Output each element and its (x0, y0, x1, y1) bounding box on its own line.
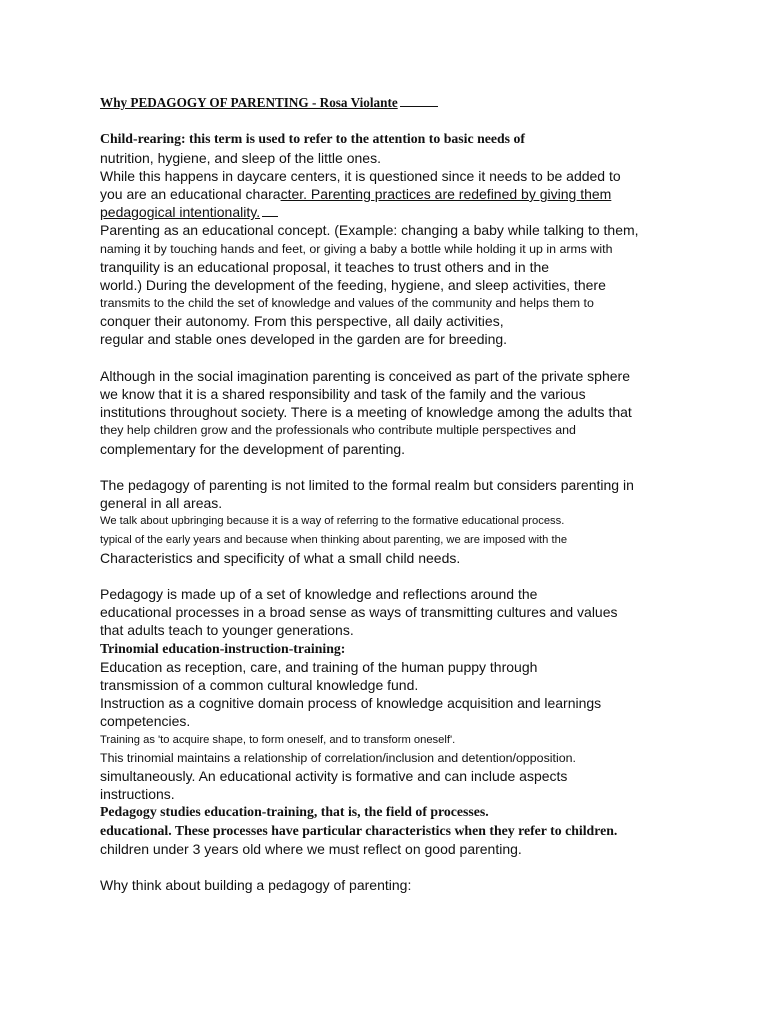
text-line: transmission of a common cultural knowledge fund. (100, 677, 419, 693)
title-underline-rule (400, 94, 438, 107)
text-line: that adults teach to younger generations. (100, 622, 354, 639)
text-line: nutrition, hygiene, and sleep of the little ones. (100, 149, 381, 166)
text-line: regular and stable ones developed in the garden are for breeding. (100, 331, 508, 348)
paragraph-social-imagination (100, 367, 645, 458)
paragraph-pedagogy-of-parenting (100, 476, 645, 567)
text-line: general in all areas. (100, 495, 223, 512)
spacer (100, 858, 645, 876)
text-line: instructions. (100, 786, 175, 803)
text-line (100, 185, 645, 203)
text-line: competencies. (100, 713, 191, 730)
spacer (100, 567, 645, 585)
text-fragment: you are an educational chara (100, 185, 281, 202)
text-line: educational processes in a broad sense as ways of transmitting cultures and values (100, 604, 618, 621)
text-line: children under 3 years old where we must reflect on good parenting. (100, 840, 522, 857)
bold-line: educational. These processes have particular characteristics when they refer to children. (100, 822, 618, 838)
underlined-text: cter. Parenting practices are redefined by giving them (280, 185, 612, 202)
title-text: Why PEDAGOGY OF PARENTING - Rosa Violante (100, 95, 398, 110)
text-line: tranquility is an educational proposal, it teaches to trust others and in the (100, 258, 550, 275)
text-line: transmits to the child the set of knowledge and values of the community and helps them to (100, 296, 594, 311)
text-line: Pedagogy is made up of a set of knowledge and reflections around the (100, 586, 538, 603)
text-line: Why think about building a pedagogy of parenting: (100, 877, 412, 894)
text-line: simultaneously. An educational activity is formative and can include aspects (100, 767, 568, 784)
underline-rule (262, 204, 278, 217)
text-line: world.) During the development of the feeding, hygiene, and sleep activities, there (100, 276, 606, 293)
text-line: Training as 'to acquire shape, to form oneself, and to transform oneself'. (100, 733, 456, 746)
subheading-line: Child-rearing: this term is used to refer to the attention to basic needs of (100, 131, 525, 147)
paragraph-why-think (100, 876, 645, 894)
document-body (100, 94, 645, 894)
text-line: conquer their autonomy. From this perspective, all daily activities, (100, 313, 504, 330)
spacer (100, 458, 645, 476)
text-line: typical of the early years and because when thinking about parenting, we are imposed with the (100, 533, 568, 546)
text-line: naming it by touching hands and feet, or giving a baby a bottle while holding it up in arms with (100, 241, 613, 256)
text-line: While this happens in daycare centers, it is questioned since it needs to be added to (100, 167, 621, 184)
paragraph-pedagogy-definition (100, 585, 645, 858)
subheading-line: Trinomial education-instruction-training: (100, 640, 346, 656)
text-line: This trinomial maintains a relationship of correlation/inclusion and detention/opposition. (100, 750, 576, 765)
text-line: Characteristics and specificity of what a small child needs. (100, 549, 461, 566)
spacer (100, 112, 645, 130)
text-line: we know that it is a shared responsibility and task of the family and the various (100, 386, 586, 402)
underlined-text: pedagogical intentionality. (100, 204, 261, 221)
text-line: Education as reception, care, and training of the human puppy through (100, 658, 538, 675)
bold-line: Pedagogy studies education-training, that is, the field of processes. (100, 804, 489, 820)
spacer (100, 349, 645, 367)
text-line: they help children grow and the professionals who contribute multiple perspectives and (100, 423, 576, 438)
text-line: complementary for the development of parenting. (100, 440, 406, 457)
text-line: Although in the social imagination parenting is conceived as part of the private sphere (100, 367, 630, 384)
text-line: The pedagogy of parenting is not limited to the formal realm but considers parenting in (100, 476, 634, 493)
text-line: institutions throughout society. There is a meeting of knowledge among the adults that (100, 404, 632, 421)
paragraph-child-rearing (100, 130, 645, 348)
text-line: Instruction as a cognitive domain process of knowledge acquisition and learnings (100, 695, 602, 712)
text-line: Parenting as an educational concept. (Example: changing a baby while talking to them, (100, 222, 639, 239)
document-title (100, 94, 645, 112)
text-line (100, 203, 645, 221)
text-line: We talk about upbringing because it is a way of referring to the formative educational process. (100, 515, 565, 528)
